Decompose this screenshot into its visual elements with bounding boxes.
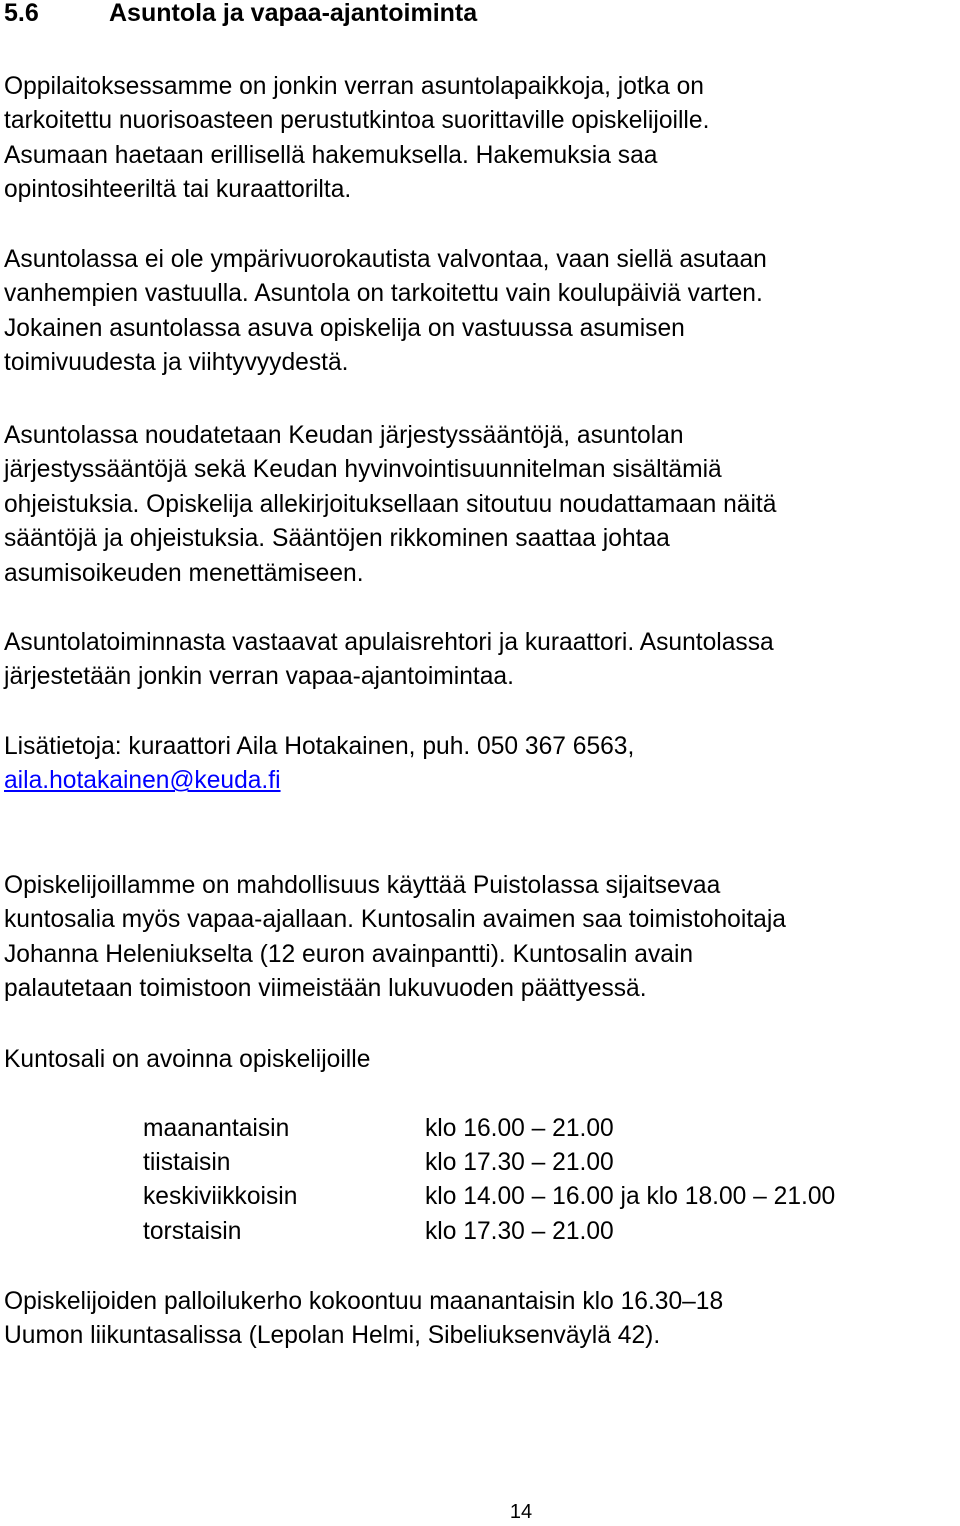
schedule-row — [143, 1180, 835, 1214]
text-line: kuntosalia myös vapaa-ajallaan. Kuntosalin avaimen saa toimistohoitaja — [4, 906, 786, 934]
text-line: sääntöjä ja ohjeistuksia. Sääntöjen rikkominen saattaa johtaa — [4, 525, 670, 553]
schedule-day: keskiviikkoisin — [143, 1183, 298, 1210]
text-line: Jokainen asuntolassa asuva opiskelija on vastuussa asumisen — [4, 314, 685, 342]
schedule-row — [143, 1215, 614, 1249]
paragraph-gym — [4, 869, 786, 1007]
text-line: Asumaan haetaan erillisellä hakemuksella. Hakemuksia saa — [4, 141, 658, 169]
section-number: 5.6 — [4, 0, 39, 27]
section-heading — [4, 0, 477, 30]
text-line: vanhempien vastuulla. Asuntola on tarkoitettu vain koulupäiviä varten. — [4, 280, 763, 308]
schedule-day: tiistaisin — [143, 1149, 231, 1176]
schedule-day: torstaisin — [143, 1218, 242, 1245]
text-line: Oppilaitoksessamme on jonkin verran asuntolapaikkoja, jotka on — [4, 73, 704, 100]
text-line: toimivuudesta ja viihtyvyydestä. — [4, 349, 349, 377]
schedule-row — [143, 1146, 614, 1180]
text-line: opintosihteeriltä tai kuraattorilta. — [4, 176, 352, 204]
text-line: Opiskelijoillamme on mahdollisuus käyttää Puistolassa sijaitsevaa — [4, 872, 721, 899]
schedule-row — [143, 1112, 614, 1146]
schedule-time: klo 16.00 – 21.00 — [425, 1115, 614, 1142]
paragraph-rules — [4, 419, 776, 591]
text-line: Johanna Heleniukselta (12 euron avainpantti). Kuntosalin avain — [4, 940, 694, 968]
text-line: asumisoikeuden menettämiseen. — [4, 559, 364, 587]
contact-text: Lisätietoja: kuraattori Aila Hotakainen, puh. 050 367 6563, — [4, 733, 635, 760]
text-line: järjestyssääntöjä sekä Keudan hyvinvointisuunnitelman sisältämiä — [4, 456, 722, 484]
schedule-time: klo 17.30 – 21.00 — [425, 1218, 614, 1245]
paragraph-responsibility — [4, 626, 774, 695]
schedule-day: maanantaisin — [143, 1115, 290, 1142]
text-line: Uumon liikuntasalissa (Lepolan Helmi, Sibeliuksenväylä 42). — [4, 1322, 661, 1350]
text-line: Asuntolatoiminnasta vastaavat apulaisrehtori ja kuraattori. Asuntolassa — [4, 629, 774, 656]
paragraph-contact — [4, 730, 634, 799]
text-line: Opiskelijoiden palloilukerho kokoontuu maanantaisin klo 16.30–18 — [4, 1288, 724, 1315]
gym-open-intro: Kuntosali on avoinna opiskelijoille — [4, 1046, 371, 1073]
schedule-time: klo 14.00 – 16.00 ja klo 18.00 – 21.00 — [425, 1183, 836, 1210]
text-line: tarkoitettu nuorisoasteen perustutkintoa suorittaville opiskelijoille. — [4, 107, 710, 135]
paragraph-ball-club — [4, 1285, 723, 1354]
schedule-time: klo 17.30 – 21.00 — [425, 1149, 614, 1176]
email-link[interactable]: aila.hotakainen@keuda.fi — [4, 767, 281, 795]
text-line: Asuntolassa noudatetaan Keudan järjestyssääntöjä, asuntolan — [4, 422, 684, 449]
text-line: järjestetään jonkin verran vapaa-ajantoimintaa. — [4, 663, 514, 691]
page-number: 14 — [509, 1501, 533, 1523]
text-line: ohjeistuksia. Opiskelija allekirjoituksellaan sitoutuu noudattamaan näitä — [4, 490, 777, 518]
section-title: Asuntola ja vapaa-ajantoiminta — [109, 0, 478, 27]
text-line: palautetaan toimistoon viimeistään lukuvuoden päättyessä. — [4, 975, 647, 1003]
text-line: Asuntolassa ei ole ympärivuorokautista valvontaa, vaan siellä asutaan — [4, 246, 767, 273]
paragraph-housing-intro — [4, 70, 709, 208]
paragraph-supervision — [4, 243, 767, 381]
